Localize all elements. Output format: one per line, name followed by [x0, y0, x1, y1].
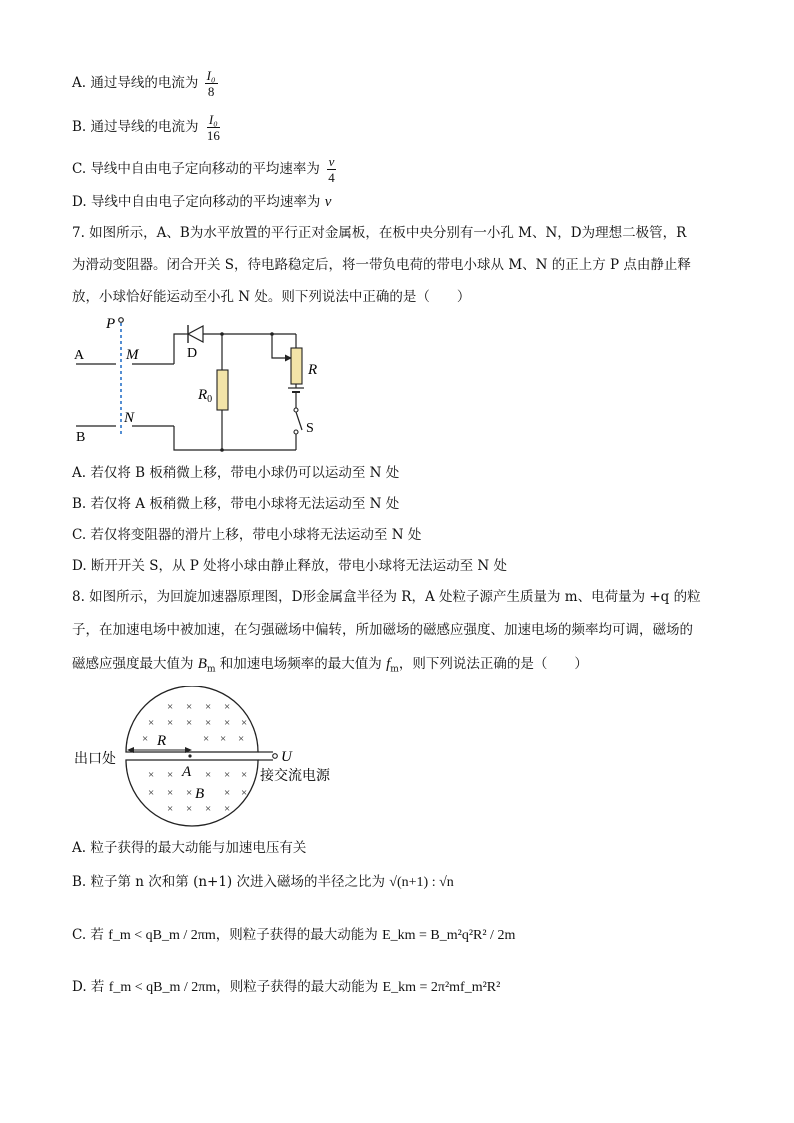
svg-text:×: ×	[186, 717, 193, 729]
option-letter: B.	[72, 119, 87, 135]
radius-ratio-formula: √(n+1) : √n	[389, 875, 454, 890]
terminal-u	[273, 754, 278, 759]
svg-text:×: ×	[224, 769, 231, 781]
svg-text:×: ×	[224, 701, 231, 713]
svg-text:×: ×	[205, 701, 212, 713]
resistor-r	[291, 348, 302, 384]
svg-text:×: ×	[167, 717, 174, 729]
wire-a-to-diode	[174, 334, 185, 364]
svg-text:×: ×	[205, 717, 212, 729]
label-n: N	[124, 410, 135, 426]
q8-option-c: C. 若 f_m < qB_m / 2πm，则粒子获得的最大动能为 E_km = B_m²q²R² / 2m	[72, 927, 516, 943]
svg-text:×: ×	[186, 701, 193, 713]
q6-option-c	[72, 154, 339, 185]
label-u: U	[281, 749, 292, 765]
q7-stem-line-2: 为滑动变阻器。闭合开关 S，待电路稳定后，将一带负电荷的带电小球从 M、N 的正上方 P 点由静止释	[72, 257, 691, 273]
svg-text:×: ×	[224, 717, 231, 729]
source-a	[188, 754, 191, 757]
svg-text:×: ×	[238, 733, 245, 745]
q7-option-c: C. 若仅将变阻器的滑片上移，带电小球将无法运动至 N 处	[72, 527, 422, 543]
label-r: R	[157, 733, 167, 749]
label-m: M	[126, 347, 139, 363]
svg-text:×: ×	[167, 769, 174, 781]
svg-text:×: ×	[167, 787, 174, 799]
label-ac-source: 接交流电源	[260, 769, 330, 784]
option-text: 导线中自由电子定向移动的平均速率为	[90, 194, 321, 210]
q7-option-a: A. 若仅将 B 板稍微上移，带电小球仍可以运动至 N 处	[72, 465, 400, 481]
q8-stem-line-1: 8. 如图所示，为回旋加速器原理图，D形金属盒半径为 R，A 处粒子源产生质量为 m、电荷量为 +q 的粒	[72, 589, 701, 605]
resistor-r0	[217, 370, 228, 410]
label-p: P	[106, 316, 116, 332]
label-s: S	[306, 421, 314, 436]
q7-option-b: B. 若仅将 A 板稍微上移，带电小球将无法运动至 N 处	[72, 496, 400, 512]
svg-text:×: ×	[224, 787, 231, 799]
svg-text:×: ×	[224, 803, 231, 815]
svg-text:×: ×	[148, 717, 155, 729]
q6-option-b	[72, 112, 224, 143]
q8-option-d: D. 若 f_m < qB_m / 2πm，则粒子获得的最大动能为 E_km = 2π²mf_m²R²	[72, 979, 501, 995]
q8-stem-line-3: 磁感应强度最大值为 $B_m$ 和加速电场频率的最大值为 $f_m$，则下列说法正确的是（ ）	[72, 656, 588, 675]
svg-text:×: ×	[205, 769, 212, 781]
fraction: $\frac{\text{I₀}}{16}$	[206, 112, 220, 143]
q8-cyclotron-figure	[70, 686, 370, 834]
label-r: R	[308, 362, 318, 378]
frequency-condition: f_m < qB_m / 2πm	[108, 980, 217, 995]
q6-option-d	[72, 192, 331, 212]
q8-option-b: B. 粒子第 n 次和第 (n+1) 次进入磁场的半径之比为 √(n+1) : √n	[72, 874, 454, 890]
option-text: 通过导线的电流为	[90, 119, 199, 135]
label-r0: $R_0$	[198, 387, 213, 405]
option-text: 通过导线的电流为	[90, 75, 199, 91]
option-text: 导线中自由电子定向移动的平均速率为	[90, 161, 320, 177]
frequency-condition: f_m < qB_m / 2πm	[108, 928, 216, 943]
switch-s	[296, 412, 302, 430]
option-letter: D.	[72, 194, 87, 210]
q8-stem-line-2: 子，在加速电场中被加速，在匀强磁场中偏转，所加磁场的磁感应强度、加速电场的频率均可调，磁场的	[72, 622, 693, 638]
q7-option-d: D. 断开开关 S，从 P 处将小球由静止释放，带电小球将无法运动至 N 处	[72, 558, 508, 574]
label-a: A	[74, 348, 85, 363]
q7-circuit-figure	[70, 312, 330, 452]
svg-text:×: ×	[167, 701, 174, 713]
svg-text:×: ×	[148, 769, 155, 781]
svg-text:×: ×	[241, 769, 248, 781]
svg-text:×: ×	[186, 787, 193, 799]
point-p	[119, 318, 124, 323]
fraction: $\frac{\text{I₀}}{8}$	[206, 68, 216, 99]
option-letter: A.	[72, 75, 87, 91]
label-a: A	[182, 764, 192, 780]
label-b: B	[195, 786, 205, 802]
energy-formula: E_km = B_m²q²R² / 2m	[382, 928, 516, 943]
svg-text:×: ×	[186, 803, 193, 815]
fraction: $\frac{v}{4}$	[328, 154, 335, 185]
label-b: B	[76, 430, 86, 445]
diode-icon	[188, 326, 203, 342]
svg-text:×: ×	[220, 733, 227, 745]
svg-text:×: ×	[167, 803, 174, 815]
svg-text:×: ×	[148, 787, 155, 799]
svg-text:×: ×	[142, 733, 149, 745]
q7-stem-line-1: 7. 如图所示，A、B为水平放置的平行正对金属板，在板中央分别有一小孔 M、N，D为理想二极管，R	[72, 225, 687, 241]
energy-formula: E_km = 2π²mf_m²R²	[382, 980, 501, 995]
option-var: v	[324, 194, 332, 210]
q7-stem-line-3: 放，小球恰好能运动至小孔 N 处。则下列说法中正确的是（ ）	[72, 289, 471, 305]
svg-text:×: ×	[241, 787, 248, 799]
label-exit: 出口处	[74, 752, 116, 767]
option-letter: C.	[72, 161, 87, 177]
svg-text:×: ×	[203, 733, 210, 745]
q8-option-a: A. 粒子获得的最大动能与加速电压有关	[72, 840, 307, 856]
slider-arrow	[272, 334, 288, 358]
svg-text:×: ×	[205, 803, 212, 815]
svg-text:×: ×	[241, 717, 248, 729]
q6-option-a	[72, 68, 220, 99]
label-d: D	[187, 346, 198, 361]
